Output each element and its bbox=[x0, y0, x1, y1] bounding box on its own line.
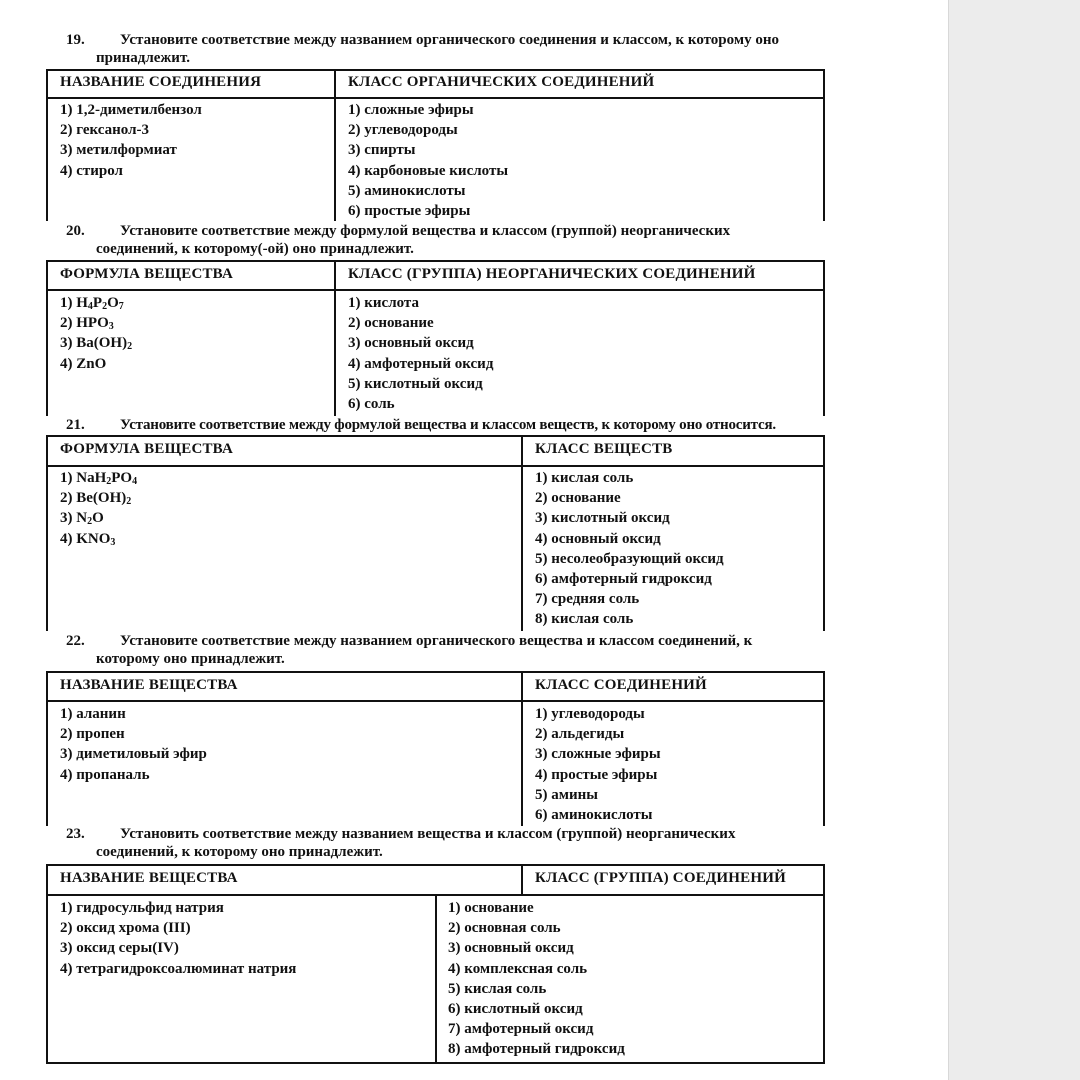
viewer-background bbox=[948, 0, 1080, 1080]
question-text: Установите соответствие между названием органического вещества и классом соединений, к bbox=[120, 633, 753, 649]
list-item: 1) кислая соль bbox=[535, 470, 634, 486]
list-item: 4) ZnO bbox=[60, 355, 107, 372]
list-item: 7) средняя соль bbox=[535, 591, 640, 608]
list-item: 2) основание bbox=[348, 315, 434, 332]
question-number: 23. bbox=[66, 826, 85, 842]
list-item: 3) оксид серы(IV) bbox=[60, 940, 179, 957]
right-header: КЛАСС (ГРУППА) НЕОРГАНИЧЕСКИХ СОЕДИНЕНИЙ bbox=[348, 266, 756, 282]
question-number: 20. bbox=[66, 223, 85, 239]
right-header: КЛАСС ОРГАНИЧЕСКИХ СОЕДИНЕНИЙ bbox=[348, 74, 655, 90]
left-header: ФОРМУЛА ВЕЩЕСТВА bbox=[60, 441, 233, 457]
right-list bbox=[535, 468, 724, 630]
left-list bbox=[60, 704, 207, 785]
list-item: 8) амфотерный гидроксид bbox=[448, 1041, 625, 1058]
question-number: 19. bbox=[66, 32, 85, 48]
formula-h4p2o7: 1) $H_4P_2O_7$ bbox=[60, 295, 124, 312]
list-item: 2) основная соль bbox=[448, 920, 561, 937]
left-header: ФОРМУЛА ВЕЩЕСТВА bbox=[60, 266, 233, 282]
list-item: 1) сложные эфиры bbox=[348, 102, 474, 118]
right-list bbox=[535, 704, 661, 825]
list-item: 1) кислота bbox=[348, 295, 419, 311]
left-header: НАЗВАНИЕ СОЕДИНЕНИЯ bbox=[60, 74, 262, 90]
left-header: НАЗВАНИЕ ВЕЩЕСТВА bbox=[60, 677, 238, 693]
question-text-continued: которому оно принадлежит. bbox=[96, 651, 285, 667]
list-item: 5) кислая соль bbox=[448, 980, 547, 997]
left-list bbox=[60, 100, 202, 181]
right-list bbox=[348, 100, 508, 221]
list-item: 4) основный оксид bbox=[535, 530, 661, 547]
formula-kno3: 4) $KNO_3$ bbox=[60, 530, 116, 548]
list-item: 4) стирол bbox=[60, 162, 123, 179]
formula-beoh2: 2) $Be(OH)_2$ bbox=[60, 490, 132, 508]
question-text: Установите соответствие между формулой вещества и классом веществ, к которому оно относится. bbox=[120, 417, 776, 433]
list-item: 2) основание bbox=[535, 490, 621, 507]
list-item: 4) карбоновые кислоты bbox=[348, 162, 509, 179]
list-item: 6) кислотный оксид bbox=[448, 1001, 583, 1018]
list-item: 2) пропен bbox=[60, 726, 125, 743]
left-list bbox=[60, 468, 137, 549]
list-item: 3) сложные эфиры bbox=[535, 746, 661, 763]
list-item: 6) простые эфиры bbox=[348, 203, 471, 220]
list-item: 4) пропаналь bbox=[60, 766, 150, 783]
list-item: 3) основный оксид bbox=[348, 335, 474, 352]
list-item: 4) тетрагидроксоалюминат натрия bbox=[60, 960, 297, 977]
question-number: 22. bbox=[66, 633, 85, 649]
list-item: 2) углеводороды bbox=[348, 122, 458, 139]
formula-baoh2: 3) $Ba(OH)_2$ bbox=[60, 335, 133, 353]
list-item: 1) углеводороды bbox=[535, 706, 645, 722]
list-item: 6) соль bbox=[348, 396, 395, 413]
right-header: КЛАСС СОЕДИНЕНИЙ bbox=[535, 677, 707, 693]
list-item: 3) метилформиат bbox=[60, 142, 177, 159]
right-header: КЛАСС ВЕЩЕСТВ bbox=[535, 441, 673, 457]
list-item: 5) амины bbox=[535, 786, 598, 803]
question-number: 21. bbox=[66, 417, 85, 433]
list-item: 5) несолеобразующий оксид bbox=[535, 550, 724, 567]
list-item: 3) кислотный оксид bbox=[535, 510, 670, 527]
list-item: 3) основный оксид bbox=[448, 940, 574, 957]
list-item: 4) комплексная соль bbox=[448, 960, 588, 977]
right-header: КЛАСС (ГРУППА) СОЕДИНЕНИЙ bbox=[535, 870, 786, 886]
list-item: 1) аланин bbox=[60, 706, 126, 722]
left-list bbox=[60, 293, 132, 374]
question-text-continued: принадлежит. bbox=[96, 50, 190, 66]
list-item: 2) гексанол-3 bbox=[60, 122, 149, 139]
list-item: 1) гидросульфид натрия bbox=[60, 900, 224, 916]
list-item: 5) аминокислоты bbox=[348, 182, 466, 199]
list-item: 8) кислая соль bbox=[535, 611, 634, 628]
question-text: Установить соответствие между названием вещества и классом (группой) неорганических bbox=[120, 826, 736, 842]
right-list bbox=[448, 898, 625, 1060]
question-text: Установите соответствие между названием органического соединения и классом, к которому оно bbox=[120, 32, 779, 48]
list-item: 4) амфотерный оксид bbox=[348, 355, 494, 372]
right-list bbox=[348, 293, 493, 414]
list-item: 4) простые эфиры bbox=[535, 766, 658, 783]
left-header: НАЗВАНИЕ ВЕЩЕСТВА bbox=[60, 870, 238, 886]
formula-n2o: 3) $N_2O$ bbox=[60, 510, 104, 528]
list-item: 3) спирты bbox=[348, 142, 416, 159]
list-item: 2) оксид хрома (III) bbox=[60, 920, 191, 937]
question-text-continued: соединений, к которому оно принадлежит. bbox=[96, 844, 383, 860]
list-item: 6) аминокислоты bbox=[535, 807, 653, 824]
list-item: 1) основание bbox=[448, 900, 534, 916]
list-item: 6) амфотерный гидроксид bbox=[535, 571, 712, 588]
formula-nah2po4: 1) $NaH_2PO_4$ bbox=[60, 470, 138, 487]
list-item: 5) кислотный оксид bbox=[348, 375, 483, 392]
formula-hpo3: 2) $HPO_3$ bbox=[60, 315, 114, 333]
list-item: 2) альдегиды bbox=[535, 726, 625, 743]
list-item: 1) 1,2-диметилбензол bbox=[60, 102, 202, 118]
list-item: 3) диметиловый эфир bbox=[60, 746, 207, 763]
left-list bbox=[60, 898, 296, 979]
list-item: 7) амфотерный оксид bbox=[448, 1021, 594, 1038]
question-text-continued: соединений, к которому(-ой) оно принадлежит. bbox=[96, 241, 414, 257]
question-text: Установите соответствие между формулой вещества и классом (группой) неорганических bbox=[120, 223, 731, 239]
